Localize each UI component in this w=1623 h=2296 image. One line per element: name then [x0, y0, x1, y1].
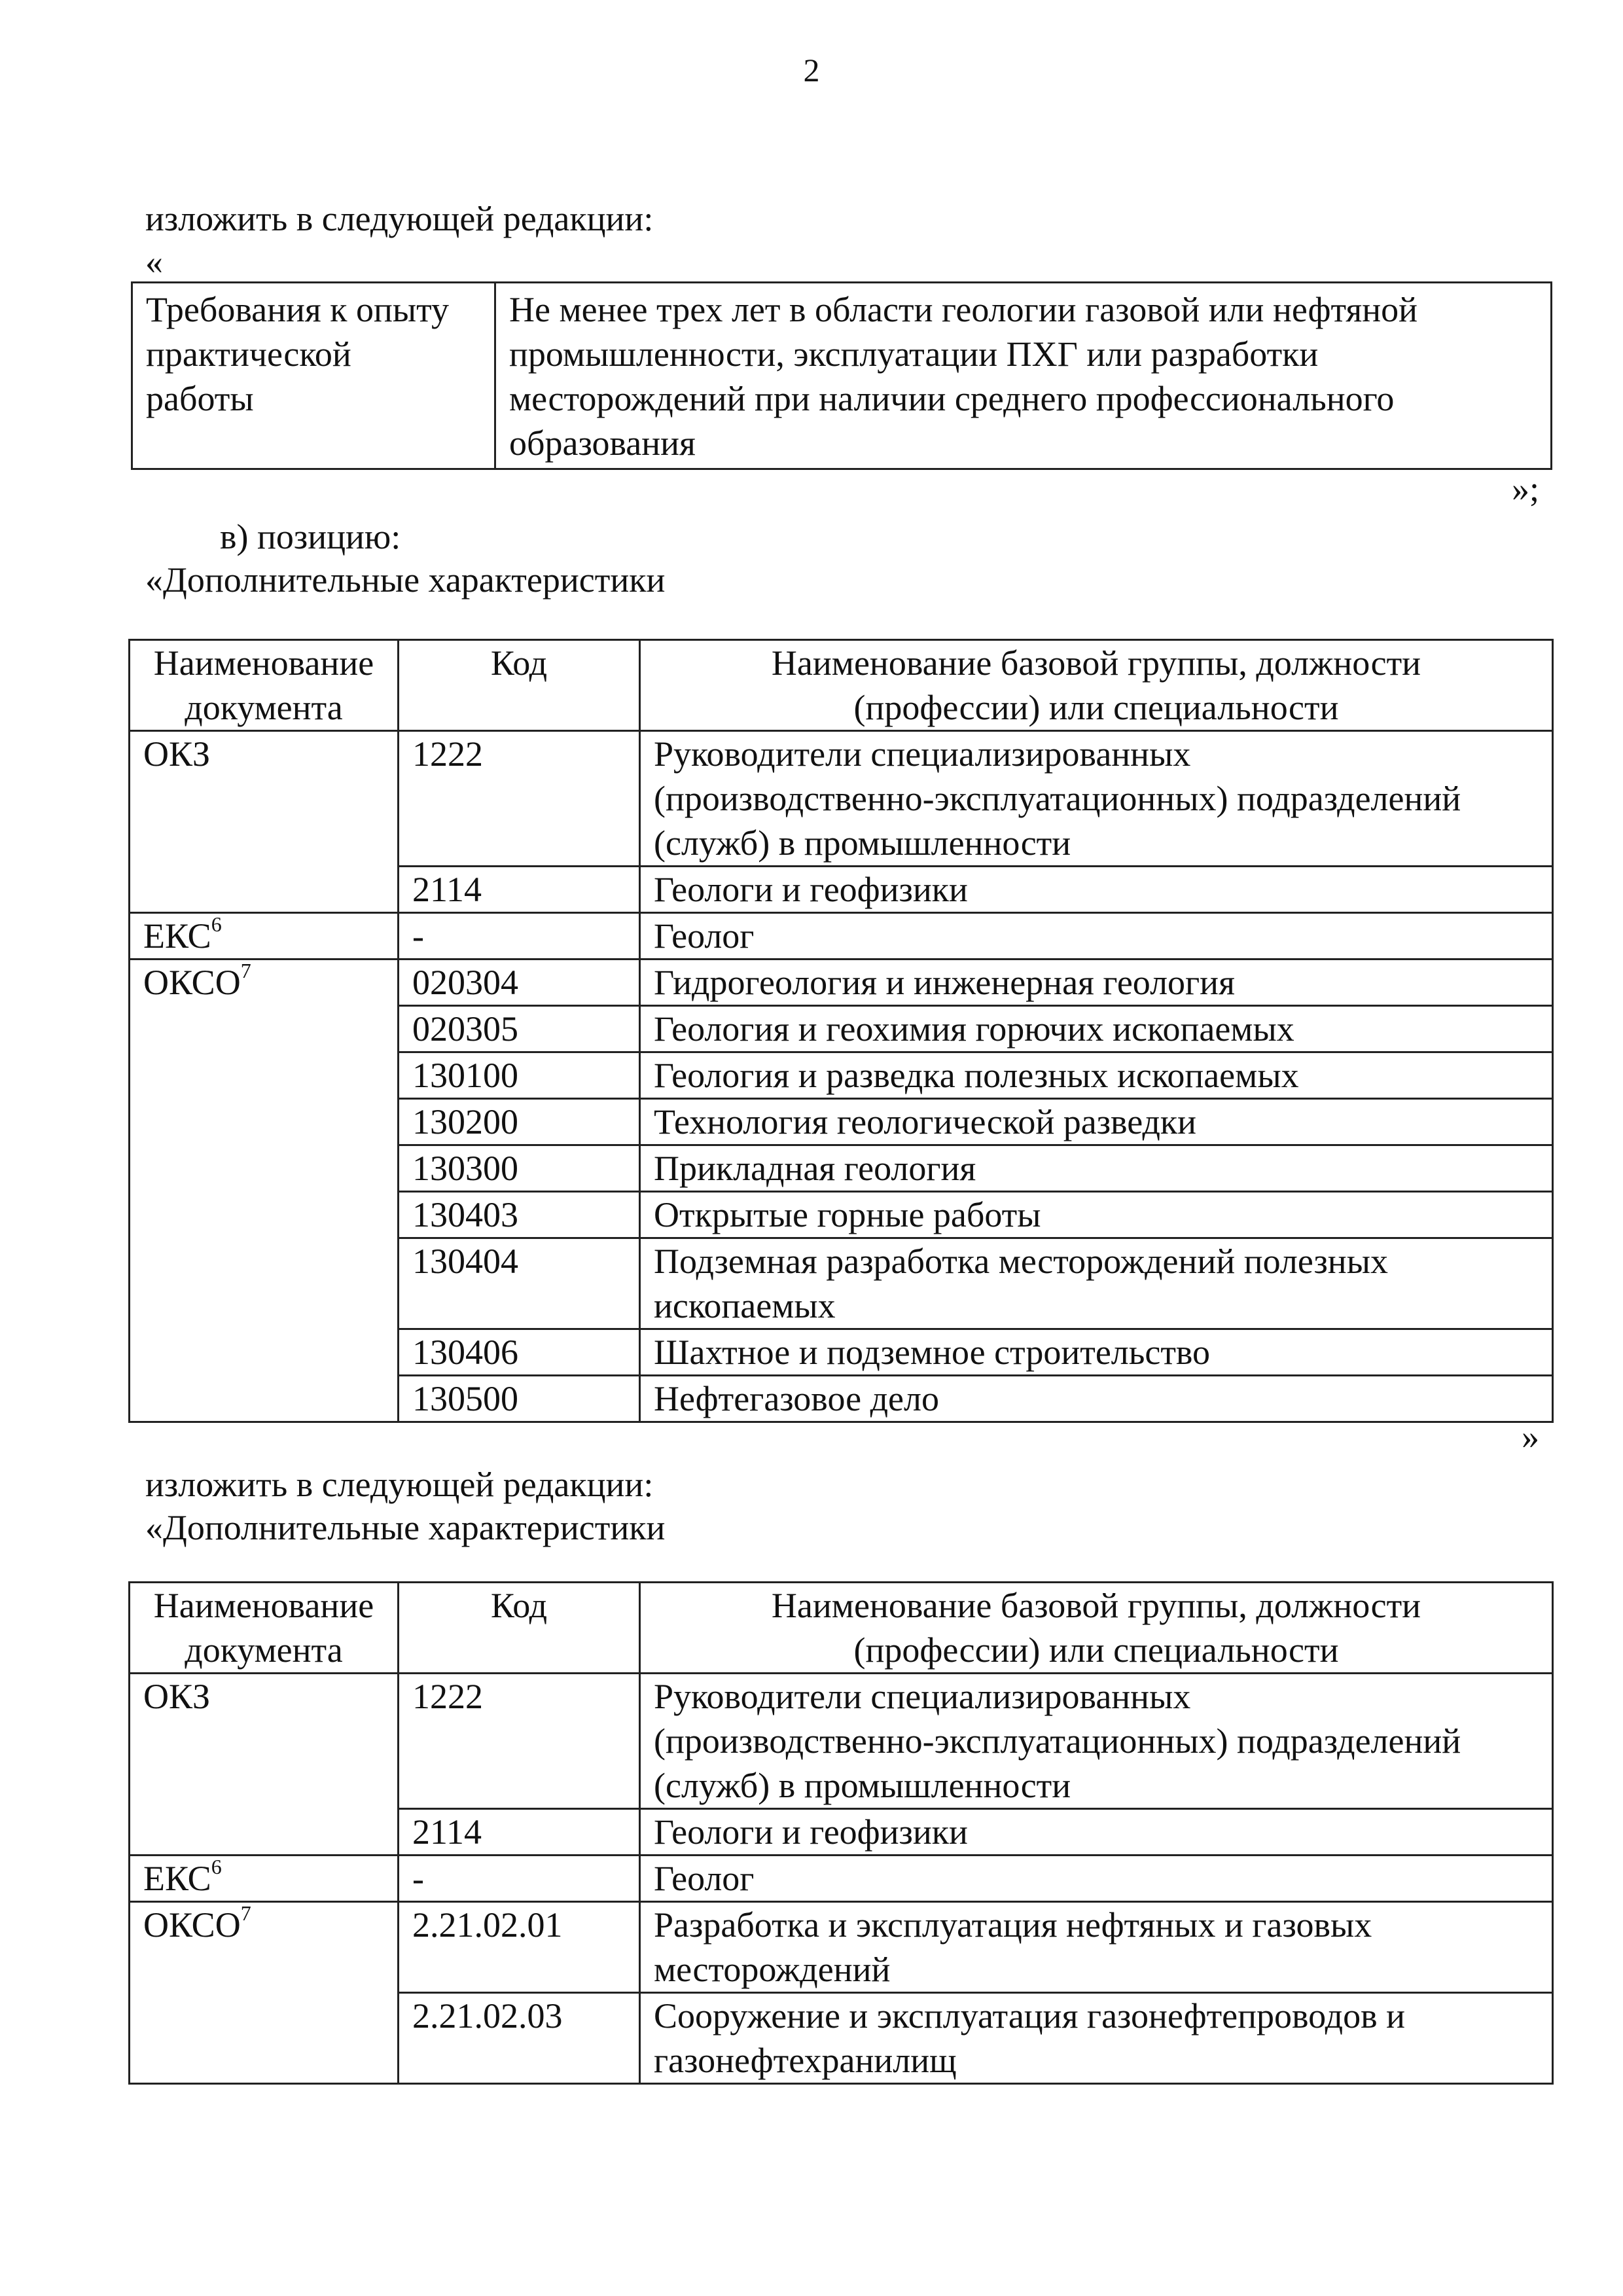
header-line: (профессии) или специальности	[853, 1630, 1339, 1670]
code-cell: 1222	[399, 731, 640, 867]
code-cell: 2114	[399, 1809, 640, 1856]
doc-eks-cell	[130, 1856, 399, 1902]
code-cell: 2.21.02.01	[399, 1902, 640, 1993]
code-cell: 130404	[399, 1238, 640, 1329]
table-row	[132, 283, 1552, 469]
section-heading-old: «Дополнительные характеристики	[145, 560, 666, 600]
code-cell: 020305	[399, 1006, 640, 1052]
header-name-cell	[640, 640, 1553, 731]
old-characteristics-table	[128, 639, 1554, 1423]
header-doc-cell	[130, 640, 399, 731]
table-row	[130, 913, 1553, 960]
name-line: Сооружение и эксплуатация газонефтепроводов и	[654, 1996, 1405, 2036]
close-quote-1: »;	[1511, 469, 1539, 509]
doc-okso-cell	[130, 1902, 399, 2084]
value-line: образования	[509, 423, 696, 463]
name-cell: Шахтное и подземное строительство	[640, 1329, 1553, 1376]
header-line: Наименование	[153, 1586, 374, 1625]
value-line: месторождений при наличии среднего профессионального	[509, 379, 1395, 418]
doc-okso-cell	[130, 960, 399, 1422]
label-line: работы	[146, 379, 254, 418]
page-number: 2	[803, 52, 820, 88]
code-cell: 2114	[399, 867, 640, 913]
header-line: (профессии) или специальности	[853, 688, 1339, 727]
table-row	[130, 1674, 1553, 1809]
name-cell	[640, 731, 1553, 867]
label-line: Требования к опыту	[146, 290, 450, 329]
name-cell: Прикладная геология	[640, 1145, 1553, 1192]
name-line: Разработка и эксплуатация нефтяных и газовых	[654, 1905, 1372, 1945]
code-cell: 130406	[399, 1329, 640, 1376]
code-cell: 130403	[399, 1192, 640, 1238]
name-cell: Нефтегазовое дело	[640, 1376, 1553, 1422]
name-cell: Геология и геохимия горючих ископаемых	[640, 1006, 1553, 1052]
table-row	[130, 960, 1553, 1006]
name-cell	[640, 1674, 1553, 1809]
value-line: Не менее трех лет в области геологии газовой или нефтяной	[509, 290, 1418, 329]
name-cell: Геология и разведка полезных ископаемых	[640, 1052, 1553, 1099]
header-code-cell: Код	[399, 1583, 640, 1674]
doc-eks-cell	[130, 913, 399, 960]
section-heading-new: «Дополнительные характеристики	[145, 1508, 666, 1547]
requirements-table	[131, 281, 1552, 470]
intro-text-2: в) позицию:	[220, 517, 401, 556]
name-cell: Геологи и геофизики	[640, 1809, 1553, 1856]
table-header-row	[130, 1583, 1553, 1674]
open-quote: «	[145, 242, 163, 281]
name-line: (служб) в промышленности	[654, 823, 1071, 863]
name-line: Подземная разработка месторождений полезных	[654, 1242, 1388, 1281]
name-line: Руководители специализированных	[654, 734, 1191, 774]
header-line: Наименование базовой группы, должности	[771, 1586, 1421, 1625]
doc-name: ОКСО	[143, 1905, 241, 1945]
doc-okz-cell: ОКЗ	[130, 1674, 399, 1856]
table-row	[130, 731, 1553, 867]
doc-name: ОКСО	[143, 963, 241, 1002]
name-line: месторождений	[654, 1950, 891, 1989]
name-line: газонефтехранилищ	[654, 2041, 957, 2080]
footnote-mark: 7	[240, 1901, 251, 1925]
doc-okz-cell: ОКЗ	[130, 731, 399, 913]
doc-name: ЕКС	[143, 916, 211, 956]
header-name-cell	[640, 1583, 1553, 1674]
label-line: практической	[146, 334, 351, 374]
header-code-cell: Код	[399, 640, 640, 731]
code-cell: 130300	[399, 1145, 640, 1192]
requirements-value-cell	[495, 283, 1552, 469]
name-line: (производственно-эксплуатационных) подразделений	[654, 1721, 1461, 1761]
name-cell: Открытые горные работы	[640, 1192, 1553, 1238]
table-row	[130, 1902, 1553, 1993]
header-line: Наименование базовой группы, должности	[771, 643, 1421, 683]
header-line: документа	[185, 688, 343, 727]
code-cell: -	[399, 913, 640, 960]
code-cell: -	[399, 1856, 640, 1902]
footnote-mark: 6	[211, 1855, 222, 1878]
intro-text-1: изложить в следующей редакции:	[145, 199, 654, 238]
code-cell: 130200	[399, 1099, 640, 1145]
code-cell: 020304	[399, 960, 640, 1006]
new-characteristics-table	[128, 1581, 1554, 2085]
intro-text-3: изложить в следующей редакции:	[145, 1465, 654, 1504]
name-cell	[640, 1993, 1553, 2084]
name-cell: Технология геологической разведки	[640, 1099, 1553, 1145]
footnote-mark: 6	[211, 912, 222, 936]
footnote-mark: 7	[240, 959, 251, 982]
name-cell	[640, 1902, 1553, 1993]
table-header-row	[130, 640, 1553, 731]
name-line: ископаемых	[654, 1286, 836, 1325]
name-cell: Геолог	[640, 913, 1553, 960]
code-cell: 130100	[399, 1052, 640, 1099]
name-line: (служб) в промышленности	[654, 1766, 1071, 1805]
code-cell: 1222	[399, 1674, 640, 1809]
code-cell: 2.21.02.03	[399, 1993, 640, 2084]
code-cell: 130500	[399, 1376, 640, 1422]
name-line: Руководители специализированных	[654, 1677, 1191, 1716]
doc-name: ЕКС	[143, 1859, 211, 1898]
name-cell	[640, 1238, 1553, 1329]
name-cell: Геологи и геофизики	[640, 867, 1553, 913]
value-line: промышленности, эксплуатации ПХГ или разработки	[509, 334, 1319, 374]
header-line: Наименование	[153, 643, 374, 683]
header-line: документа	[185, 1630, 343, 1670]
header-doc-cell	[130, 1583, 399, 1674]
table-row	[130, 1856, 1553, 1902]
close-quote-2: »	[1522, 1417, 1539, 1456]
requirements-label-cell	[132, 283, 495, 469]
name-line: (производственно-эксплуатационных) подразделений	[654, 779, 1461, 818]
name-cell: Гидрогеология и инженерная геология	[640, 960, 1553, 1006]
name-cell: Геолог	[640, 1856, 1553, 1902]
